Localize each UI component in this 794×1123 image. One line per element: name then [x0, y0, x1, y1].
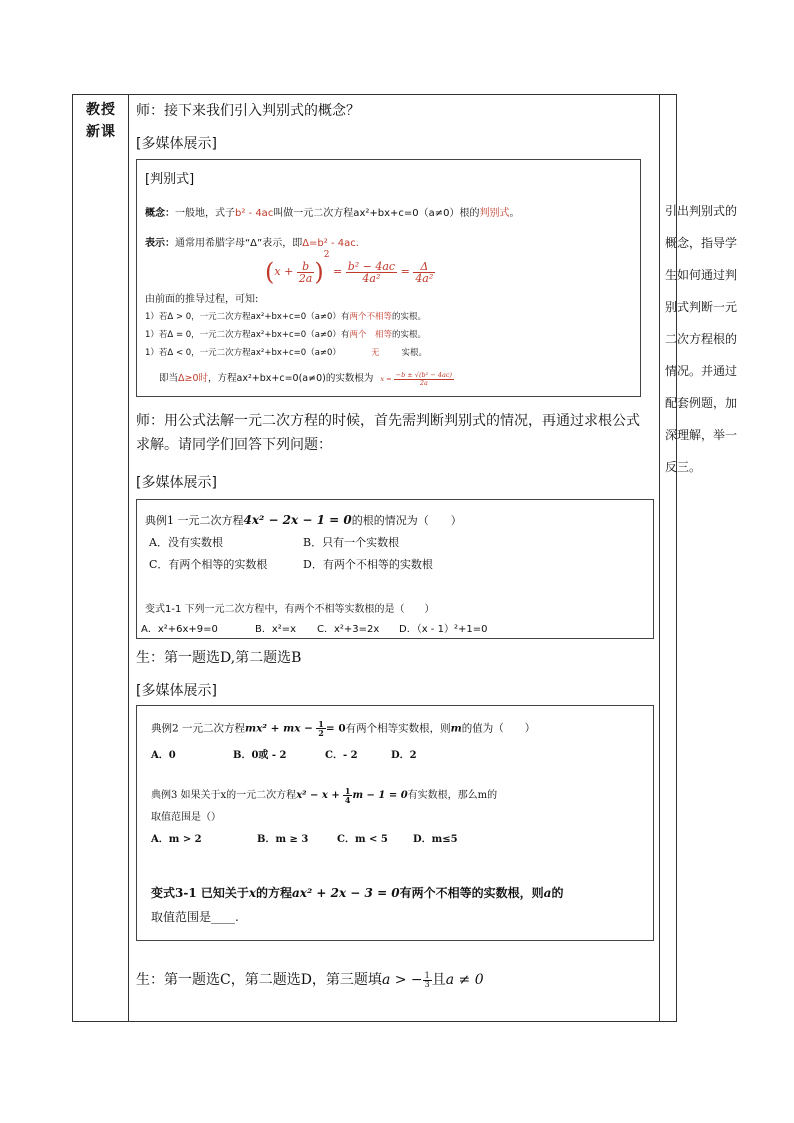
notation-expr: Δ=b² - 4ac.	[302, 238, 359, 249]
notes-cell	[659, 95, 750, 1021]
variant-option-d: D．（x - 1）²+1=0	[399, 624, 488, 635]
root-formula: x = $\frac{\text{−b ± √(b² − 4ac)}}{2a}$	[380, 371, 453, 387]
concept-label: 概念：	[145, 208, 175, 219]
media-label: [多媒体展示]	[136, 683, 217, 699]
example1-question: 典例1 一元二次方程4x² − 2x − 1 = 0的根的情况为（ ）	[145, 513, 462, 527]
ex3-option-c: C．m < 5	[337, 834, 388, 845]
concept-line: 概念：一般地，式子b² - 4ac叫做一元二次方程ax²+bx+c=0（a≠0）根的判别式。	[145, 208, 520, 219]
variant1-question: 变式1-1 下列一元二次方程中，有两个不相等实数根的是（ ）	[145, 604, 435, 615]
media-label: [多媒体展示]	[136, 136, 217, 152]
ex2-option-d: D．2	[391, 750, 417, 761]
lesson-table	[72, 94, 738, 1022]
case-negative: 1）若Δ < 0，一元二次方程ax²+bx+c=0（a≠0） 无 实根。	[145, 348, 427, 358]
ex3-option-d: D．m≤5	[413, 834, 458, 845]
student-answer-1: 生：第一题选D,第二题选B	[136, 650, 302, 666]
example2-question: 典例2 一元二次方程mx² + mx − $\frac{1}{2}$ = 0有两个相等实数根，则m的值为（ ）	[151, 719, 536, 738]
ex3-option-b: B．m ≥ 3	[257, 834, 309, 845]
example3-question: 典例3 如果关于x的一元二次方程x² − x + $\frac{1}{4}$ m − 1 = 0有实数根，那么m的	[151, 786, 498, 805]
row-label: 教授新课	[86, 102, 116, 140]
notation-label: 表示：	[145, 238, 175, 249]
ex2-option-a: A．0	[151, 750, 176, 761]
student-answer-2: 生：第一题选C，第二题选D，第三题填a > − $\frac{1}{3}$ 且a ≠ 0	[136, 970, 484, 989]
ex2-option-c: C．- 2	[325, 750, 358, 761]
formula-frac-b-2a: $\frac{b}{2a}$	[298, 259, 313, 285]
discriminant-box	[136, 159, 641, 397]
example2-box	[136, 705, 654, 941]
example3-line2: 取值范围是（）	[151, 812, 221, 823]
option-a: A．没有实数根	[149, 536, 223, 549]
teacher-intro: 师：接下来我们引入判别式的概念？	[136, 103, 360, 119]
variant3-line2: 取值范围是____.	[151, 910, 239, 924]
ex3-option-a: A．m > 2	[151, 834, 202, 845]
concept-term: 判别式	[479, 208, 510, 219]
media-label: [多媒体展示]	[136, 475, 217, 491]
variant-option-b: B．x²=x	[255, 624, 297, 635]
answer-blank: ____	[211, 910, 236, 924]
concept-expr: b² - 4ac	[235, 208, 274, 219]
option-d: D．有两个不相等的实数根	[303, 558, 433, 571]
box-title: [判别式]	[145, 172, 195, 187]
example1-box	[136, 499, 654, 639]
option-c: C．有两个相等的实数根	[149, 558, 268, 571]
case-zero: 1）若Δ = 0，一元二次方程ax²+bx+c=0（a≠0）有两个 相等的实根。	[145, 330, 426, 340]
formula-frac-rhs: $\frac{\text{b² − 4ac}}{\text{4a²}}$	[347, 259, 396, 285]
row-label-cell	[73, 95, 128, 1021]
root-formula-line: 即当Δ≥0时，方程ax²+bx+c=0(a≠0)的实数根为 x = $\frac{\text{−b ± √(b² − 4ac)}}{2a}$	[159, 371, 453, 387]
notation-line: 表示：通常用希腊字母“Δ”表示，即Δ=b² - 4ac.	[145, 238, 359, 249]
variant-option-c: C．x²+3=2x	[317, 624, 380, 635]
formula-frac-delta: $\frac{\Delta}{\text{4a²}}$	[415, 259, 434, 285]
option-b: B．只有一个实数根	[303, 536, 400, 549]
case-positive: 1）若Δ > 0，一元二次方程ax²+bx+c=0（a≠0）有两个不相等的实根。	[145, 312, 426, 322]
teaching-note: 引出判别式的概念，指导学生如何通过判别式判断一元二次方程根的情况。并通过配套例题，加深理解，举一反三。	[665, 204, 738, 474]
derive-line: 由前面的推导过程，可知:	[145, 294, 259, 305]
variant-option-a: A．x²+6x+9=0	[141, 624, 218, 635]
ex2-option-b: B．0或 - 2	[233, 750, 287, 761]
teacher-formula-method: 师：用公式法解一元二次方程的时候，首先需判断判别式的情况，再通过求根公式求解。请同学们回答下列问题：	[136, 413, 640, 453]
variant3-question: 变式3-1 已知关于x的方程ax² + 2x − 3 = 0有两个不相等的实数根，则a的	[151, 886, 564, 900]
content-cell	[128, 95, 659, 1021]
discriminant-formula: (x + $\frac{b}{2a}$ )$^2$ = $\frac{\text{b² − 4ac}}{\text{4a²}}$ = $\frac{\Delta}{\text{4a²}}$	[265, 250, 434, 286]
